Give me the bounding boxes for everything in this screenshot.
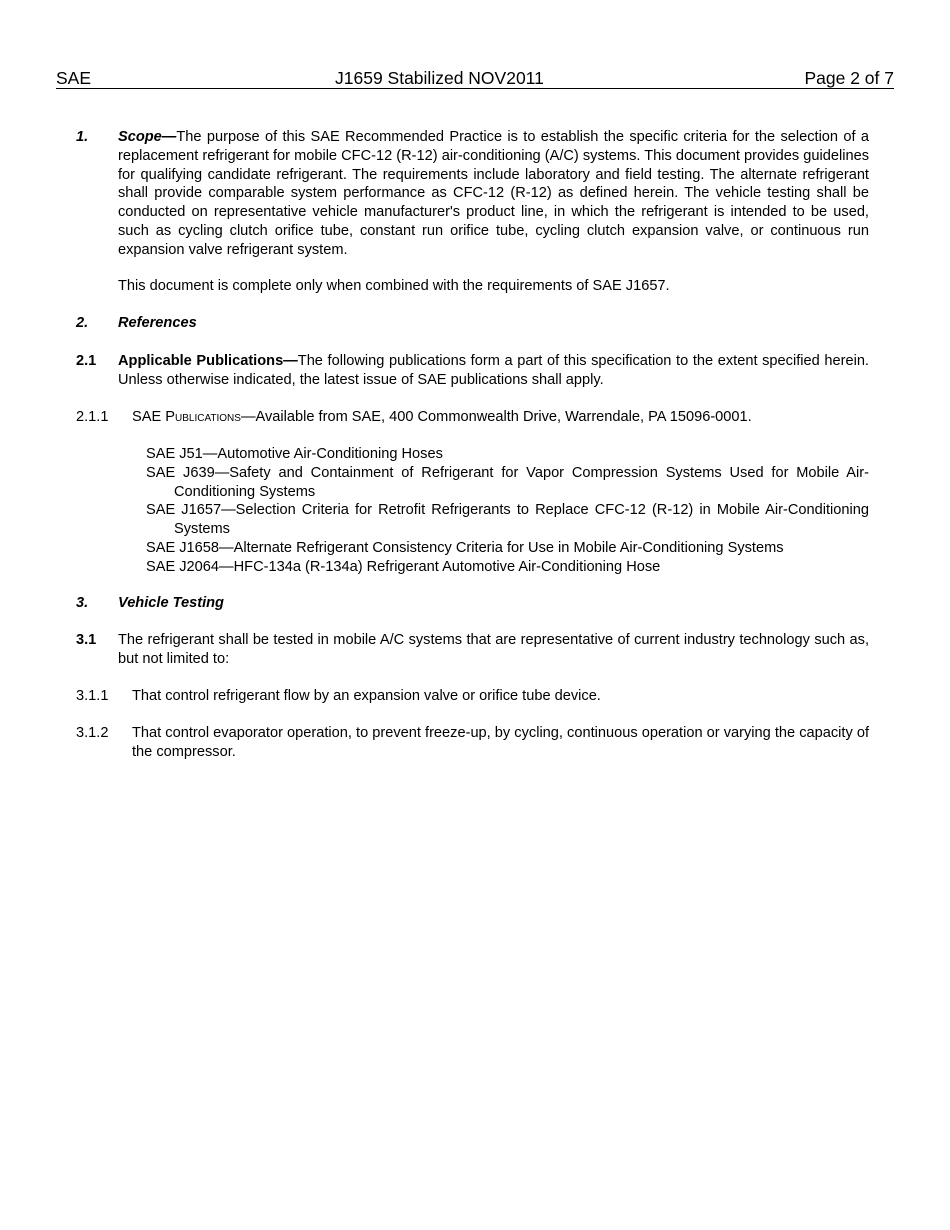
section-3-1 [76, 631, 869, 669]
section-title: References [118, 315, 197, 331]
section-title: Applicable Publications— [118, 353, 298, 369]
section-text: That control evaporator operation, to prevent freeze-up, by cycling, continuous operation or varying the capacity of the compressor. [132, 725, 869, 760]
section-title: Vehicle Testing [118, 595, 224, 611]
section-label: SAE Publications [132, 409, 241, 425]
section-3-1-1 [76, 687, 869, 706]
publication-item: SAE J639—Safety and Containment of Refrigerant for Vapor Compression Systems Used for Mobile Air-Conditioning Systems [146, 464, 869, 500]
note-text: This document is complete only when combined with the requirements of SAE J1657. [118, 278, 670, 294]
section-text: The purpose of this SAE Recommended Practice is to establish the specific criteria for the selection of a replacement refrigerant for mobile CFC-12 (R-12) air-conditioning (A/C) systems. This document provides guidelines for qualifying candidate refrigerant. The requirements include laboratory and field testing. The alternate refrigerant shall provide comparable system performance as CFC-12 (R-12) as defined herein. The vehicle testing shall be conducted on representative vehicle manufacturer's product line, in which the refrigerant is intended to be used, such as cycling clutch orifice tube, constant run orifice tube, cycling clutch expansion valve, or continuous run expansion valve refrigerant system. [118, 129, 869, 258]
section-2-1-1-sae-publications [76, 408, 869, 427]
publication-list [146, 445, 869, 577]
section-2-1-applicable-publications [76, 352, 869, 390]
section-number: 3.1.2 [76, 725, 109, 741]
section-2-references [76, 314, 869, 333]
section-title: Scope— [118, 129, 177, 145]
header-doc-id: J1659 Stabilized NOV2011 [335, 68, 544, 88]
section-number: 3.1.1 [76, 688, 109, 704]
section-3-1-2 [76, 724, 869, 762]
section-text: The refrigerant shall be tested in mobile A/C systems that are representative of current industry technology such as, but not limited to: [118, 632, 869, 667]
section-3-vehicle-testing [76, 594, 869, 613]
section-text: That control refrigerant flow by an expansion valve or orifice tube device. [132, 688, 601, 704]
section-1-note [76, 277, 869, 296]
section-text: The following publications form a part of this specification to the extent specified herein. Unless otherwise indicated, the latest issue of SAE publications shall apply. [118, 353, 869, 388]
section-body [132, 408, 869, 427]
section-1-scope [76, 128, 869, 260]
section-body [118, 128, 869, 260]
section-text: —Available from SAE, 400 Commonwealth Drive, Warrendale, PA 15096-0001. [240, 409, 752, 425]
header-page-number: Page 2 of 7 [804, 68, 894, 88]
page-header [56, 68, 894, 89]
section-number: 1. [76, 129, 89, 145]
publication-item: SAE J1657—Selection Criteria for Retrofit Refrigerants to Replace CFC-12 (R-12) in Mobile Air-Conditioning Systems [146, 502, 869, 538]
publication-item: SAE J1658—Alternate Refrigerant Consistency Criteria for Use in Mobile Air-Conditioning Systems [146, 539, 784, 556]
section-number: 3. [76, 595, 89, 611]
section-number: 2. [76, 315, 89, 331]
section-body [118, 352, 869, 390]
publication-item: SAE J2064—HFC-134a (R-134a) Refrigerant Automotive Air-Conditioning Hose [146, 558, 661, 575]
section-number: 3.1 [76, 632, 97, 648]
header-org: SAE [56, 68, 92, 88]
section-number: 2.1.1 [76, 409, 109, 425]
publication-item: SAE J51—Automotive Air-Conditioning Hoses [146, 446, 443, 462]
section-number: 2.1 [76, 353, 97, 369]
